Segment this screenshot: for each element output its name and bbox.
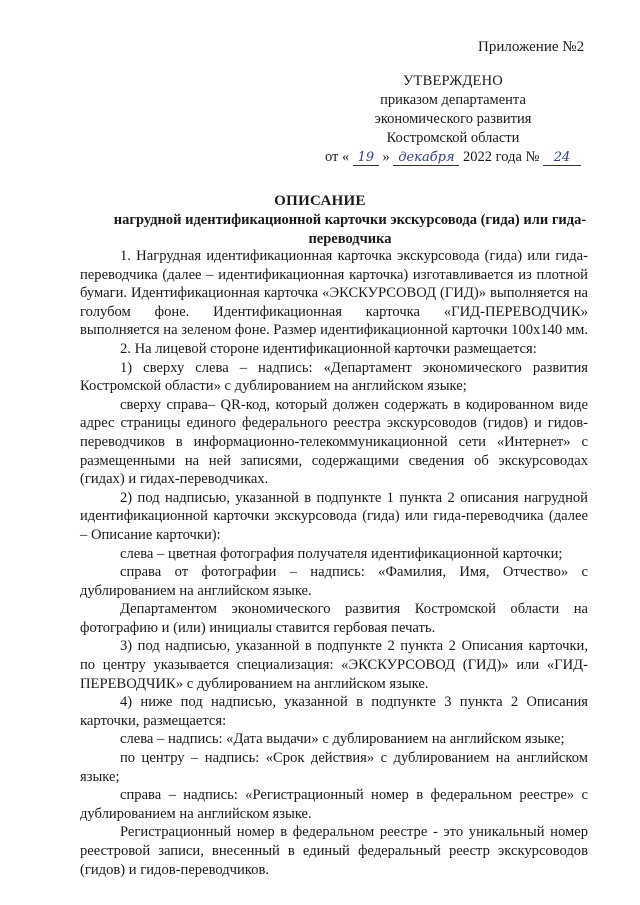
approval-line-1: приказом департамента bbox=[380, 92, 526, 108]
order-date-line bbox=[318, 148, 588, 168]
paragraph: по центру – надпись: «Срок действия» с дублированием на английском языке; bbox=[80, 750, 588, 785]
order-year-text: 2022 года № bbox=[463, 149, 540, 165]
paragraph: сверху справа– QR-код, который должен содержать в кодированном виде адрес страницы единого федерального реестра экскурсоводов (гидов) и гидов-переводчиков в информационно-телекоммуникационной сети «Интернет» с размещенными на ней записями, содержащими сведения об экскурсоводах (гидах) и гидах-переводчиках. bbox=[80, 396, 588, 488]
appendix-label: Приложение №2 bbox=[478, 39, 585, 55]
paragraph: справа – надпись: «Регистрационный номер в федеральном реестре» с дублированием на английском языке. bbox=[80, 787, 588, 822]
approval-block bbox=[318, 72, 588, 168]
document-title: ОПИСАНИЕ bbox=[274, 193, 366, 209]
paragraph: Регистрационный номер в федеральном реестре - это уникальный номер реестровой записи, внесенный в единый федеральный реестр экскурсоводов (гидов) и гидов-переводчиков. bbox=[80, 824, 588, 878]
paragraph: 2. На лицевой стороне идентификационной карточки размещается: bbox=[120, 340, 537, 357]
order-quote-close: » bbox=[382, 149, 390, 165]
order-day: 19 bbox=[353, 150, 379, 166]
paragraph: слева – цветная фотография получателя идентификационной карточки; bbox=[120, 545, 563, 562]
paragraph: 2) под надписью, указанной в подпункте 1 пункта 2 описания нагрудной идентификационной карточки экскурсовода (гида) или гида-переводчика (далее – Описание карточки): bbox=[80, 489, 588, 543]
paragraph: Департаментом экономического развития Костромской области на фотографию и (или) инициалы ставится гербовая печать. bbox=[80, 601, 588, 636]
paragraph: 1) сверху слева – надпись: «Департамент экономического развития Костромской области» с дублированием на английском языке; bbox=[80, 359, 588, 395]
paragraph: слева – надпись: «Дата выдачи» с дублированием на английском языке; bbox=[120, 731, 565, 748]
document-body bbox=[80, 247, 588, 879]
paragraph: 4) ниже под надписью, указанной в подпункте 3 пункта 2 Описания карточки, размещается: bbox=[80, 694, 588, 729]
approval-line-2: экономического развития bbox=[374, 111, 532, 127]
paragraph: 3) под надписью, указанной в подпункте 2 пункта 2 Описания карточки, по центру указывается специализация: «ЭКСКУРСОВОД (ГИД)» или «ГИД-ПЕРЕВОДЧИК» с дублированием на английском языке. bbox=[80, 638, 588, 692]
paragraph: 1. Нагрудная идентификационная карточка экскурсовода (гида) или гида-переводчика (далее – идентификационная карточка) изготавливается из плотной бумаги. Идентификационная карточка «ЭКСКУРСОВОД (ГИД)» выполняется на голубом фоне. Идентификационная карточка «ГИД-ПЕРЕВОДЧИК» выполняется на зеленом фоне. Размер идентификационной карточки 100х140 мм. bbox=[80, 248, 588, 339]
approval-heading: УТВЕРЖДЕНО bbox=[403, 73, 503, 89]
order-number: 24 bbox=[543, 150, 581, 166]
approval-line-3: Костромской области bbox=[386, 130, 520, 146]
paragraph: справа от фотографии – надпись: «Фамилия, Имя, Отчество» с дублированием на английском языке. bbox=[80, 564, 588, 599]
document-subtitle: нагрудной идентификационной карточки экскурсовода (гида) или гида-переводчика bbox=[113, 212, 587, 247]
order-month: декабря bbox=[393, 150, 459, 166]
order-prefix: от « bbox=[325, 149, 350, 165]
